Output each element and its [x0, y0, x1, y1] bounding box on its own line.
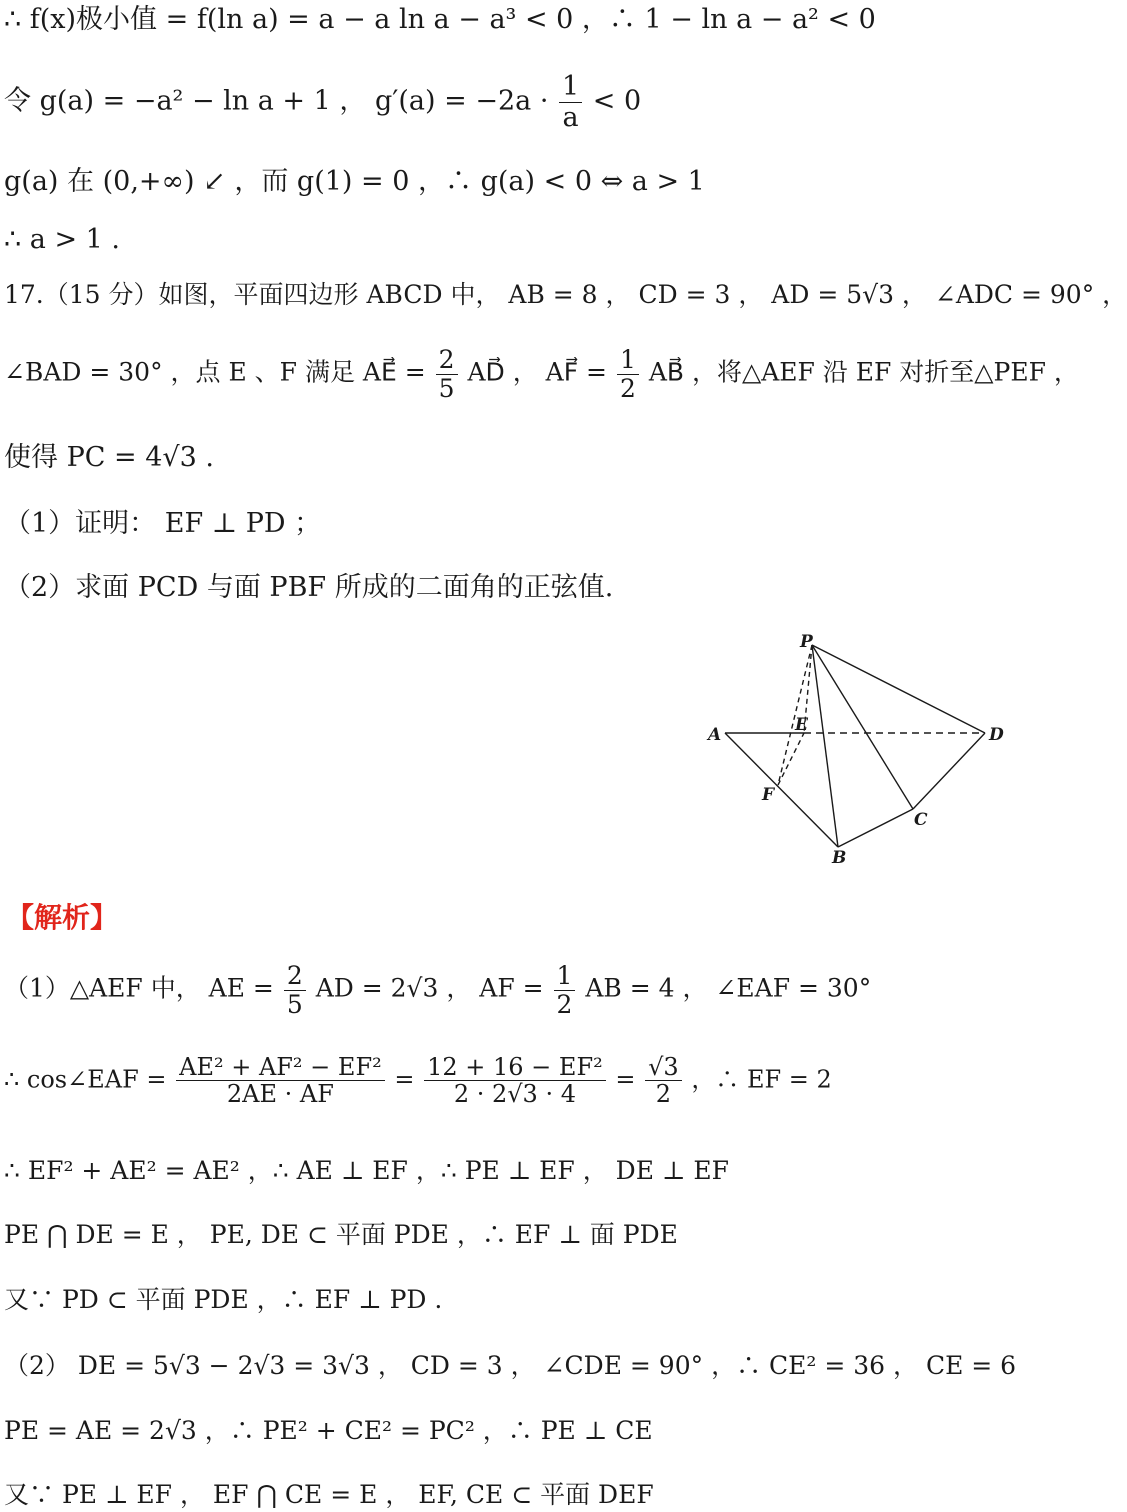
label-P: P — [800, 632, 813, 652]
solution-line-8: 又∵ PE ⊥ EF ， EF ⋂ CE = E ， EF, CE ⊂ 平面 DEF — [4, 1480, 654, 1509]
fraction-2-5-b: $\frac{2}{5}$ — [284, 962, 306, 1018]
fraction-2-5: $\frac{2}{5}$ — [436, 346, 458, 402]
label-B: B — [832, 848, 847, 868]
edge-AB — [725, 733, 838, 847]
math-line-3 — [4, 168, 705, 195]
text-l2a: 令 g(a) = −a² − ln a + 1 ， g′(a) = −2a · — [4, 85, 549, 117]
fraction-cosine-rule: $\frac{\text{AE² + AF² − EF²}}{2AE \cdot AF}$ — [176, 1054, 385, 1108]
problem-17-part-2: （2）求面 PCD 与面 PBF 所成的二面角的正弦值. — [4, 572, 614, 603]
text-l2b: < 0 — [592, 85, 642, 117]
label-C: C — [914, 810, 928, 830]
edge-PD — [812, 645, 985, 733]
fraction-1-over-a: $\frac{1}{a}$ — [559, 72, 582, 132]
edge-FE-dashed — [778, 733, 804, 785]
fraction-substituted: $\frac{\text{12 + 16 − EF²}}{2 \cdot 2√3 \cdot 4}$ — [424, 1054, 606, 1108]
math-line-1 — [4, 6, 876, 33]
solution-line-2: ∴ cos∠EAF = $\frac{\text{AE² + AF² − EF²}}{2AE \cdot AF}$ = $\frac{\text{12 + 16 − EF²}}{2 \cdot 2√3 \cdot 4}$ = $\frac{√3}{2}$ ，∴ EF = 2 — [4, 1053, 832, 1109]
math-line-2 — [4, 72, 641, 132]
edge-PC — [812, 645, 913, 809]
text-l1: ∴ f(x)极小值 = f(ln a) = a − a ln a − a³ < 0 ，∴ 1 − ln a − a² < 0 — [4, 4, 876, 35]
edge-BC — [838, 809, 913, 847]
edge-CD — [913, 733, 985, 809]
text-l3: g(a) 在 (0,+∞) ↙ ，而 g(1) = 0 ，∴ g(a) < 0 ⇔ a > 1 — [4, 166, 705, 197]
solution-heading: 【解析】 — [6, 901, 119, 934]
solution-line-4: PE ⋂ DE = E ， PE, DE ⊂ 平面 PDE ，∴ EF ⊥ 面 PDE — [4, 1220, 678, 1249]
problem-17-line-2: ∠BAD = 30° ，点 E 、F 满足 AE⃗ = $\frac{2}{5}$ AD⃗ ， AF⃗ = $\frac{1}{2}$ AB⃗ ，将△AEF 沿 EF 对折至△PEF ， — [4, 345, 1079, 403]
fraction-1-2-b: $\frac{1}{2}$ — [554, 962, 576, 1018]
problem-17-part-1: （1）证明： EF ⊥ PD ； — [4, 508, 322, 539]
text-l4: ∴ a > 1 . — [4, 224, 120, 255]
fraction-1-2: $\frac{1}{2}$ — [617, 346, 639, 402]
math-line-4 — [4, 226, 120, 253]
edge-PB — [812, 645, 838, 847]
solution-line-7: PE = AE = 2√3 ，∴ PE² + CE² = PC² ，∴ PE ⊥ CE — [4, 1416, 653, 1445]
solution-line-3: ∴ EF² + AE² = AE² ，∴ AE ⊥ EF ，∴ PE ⊥ EF ， DE ⊥ EF — [4, 1156, 729, 1185]
solution-line-1: （1）△AEF 中， AE = $\frac{2}{5}$ AD = 2√3 ， AF = $\frac{1}{2}$ AB = 4 ， ∠EAF = 30° — [4, 961, 872, 1019]
geometry-figure — [700, 625, 1020, 870]
problem-17-line-1: 17.（15 分）如图，平面四边形 ABCD 中， AB = 8 ， CD = 3 ， AD = 5√3 ， ∠ADC = 90° ， — [4, 280, 1127, 309]
label-E: E — [795, 715, 808, 735]
label-A: A — [708, 725, 722, 745]
solution-line-5: 又∵ PD ⊂ 平面 PDE ，∴ EF ⊥ PD . — [4, 1285, 443, 1314]
fraction-sqrt3-2: $\frac{√3}{2}$ — [645, 1054, 682, 1108]
label-F: F — [762, 785, 775, 805]
solution-line-6: （2） DE = 5√3 − 2√3 = 3√3 ， CD = 3 ， ∠CDE = 90° ，∴ CE² = 36 ， CE = 6 — [4, 1351, 1017, 1380]
label-D: D — [989, 725, 1004, 745]
problem-17-line-3: 使得 PC = 4√3 . — [4, 442, 214, 473]
